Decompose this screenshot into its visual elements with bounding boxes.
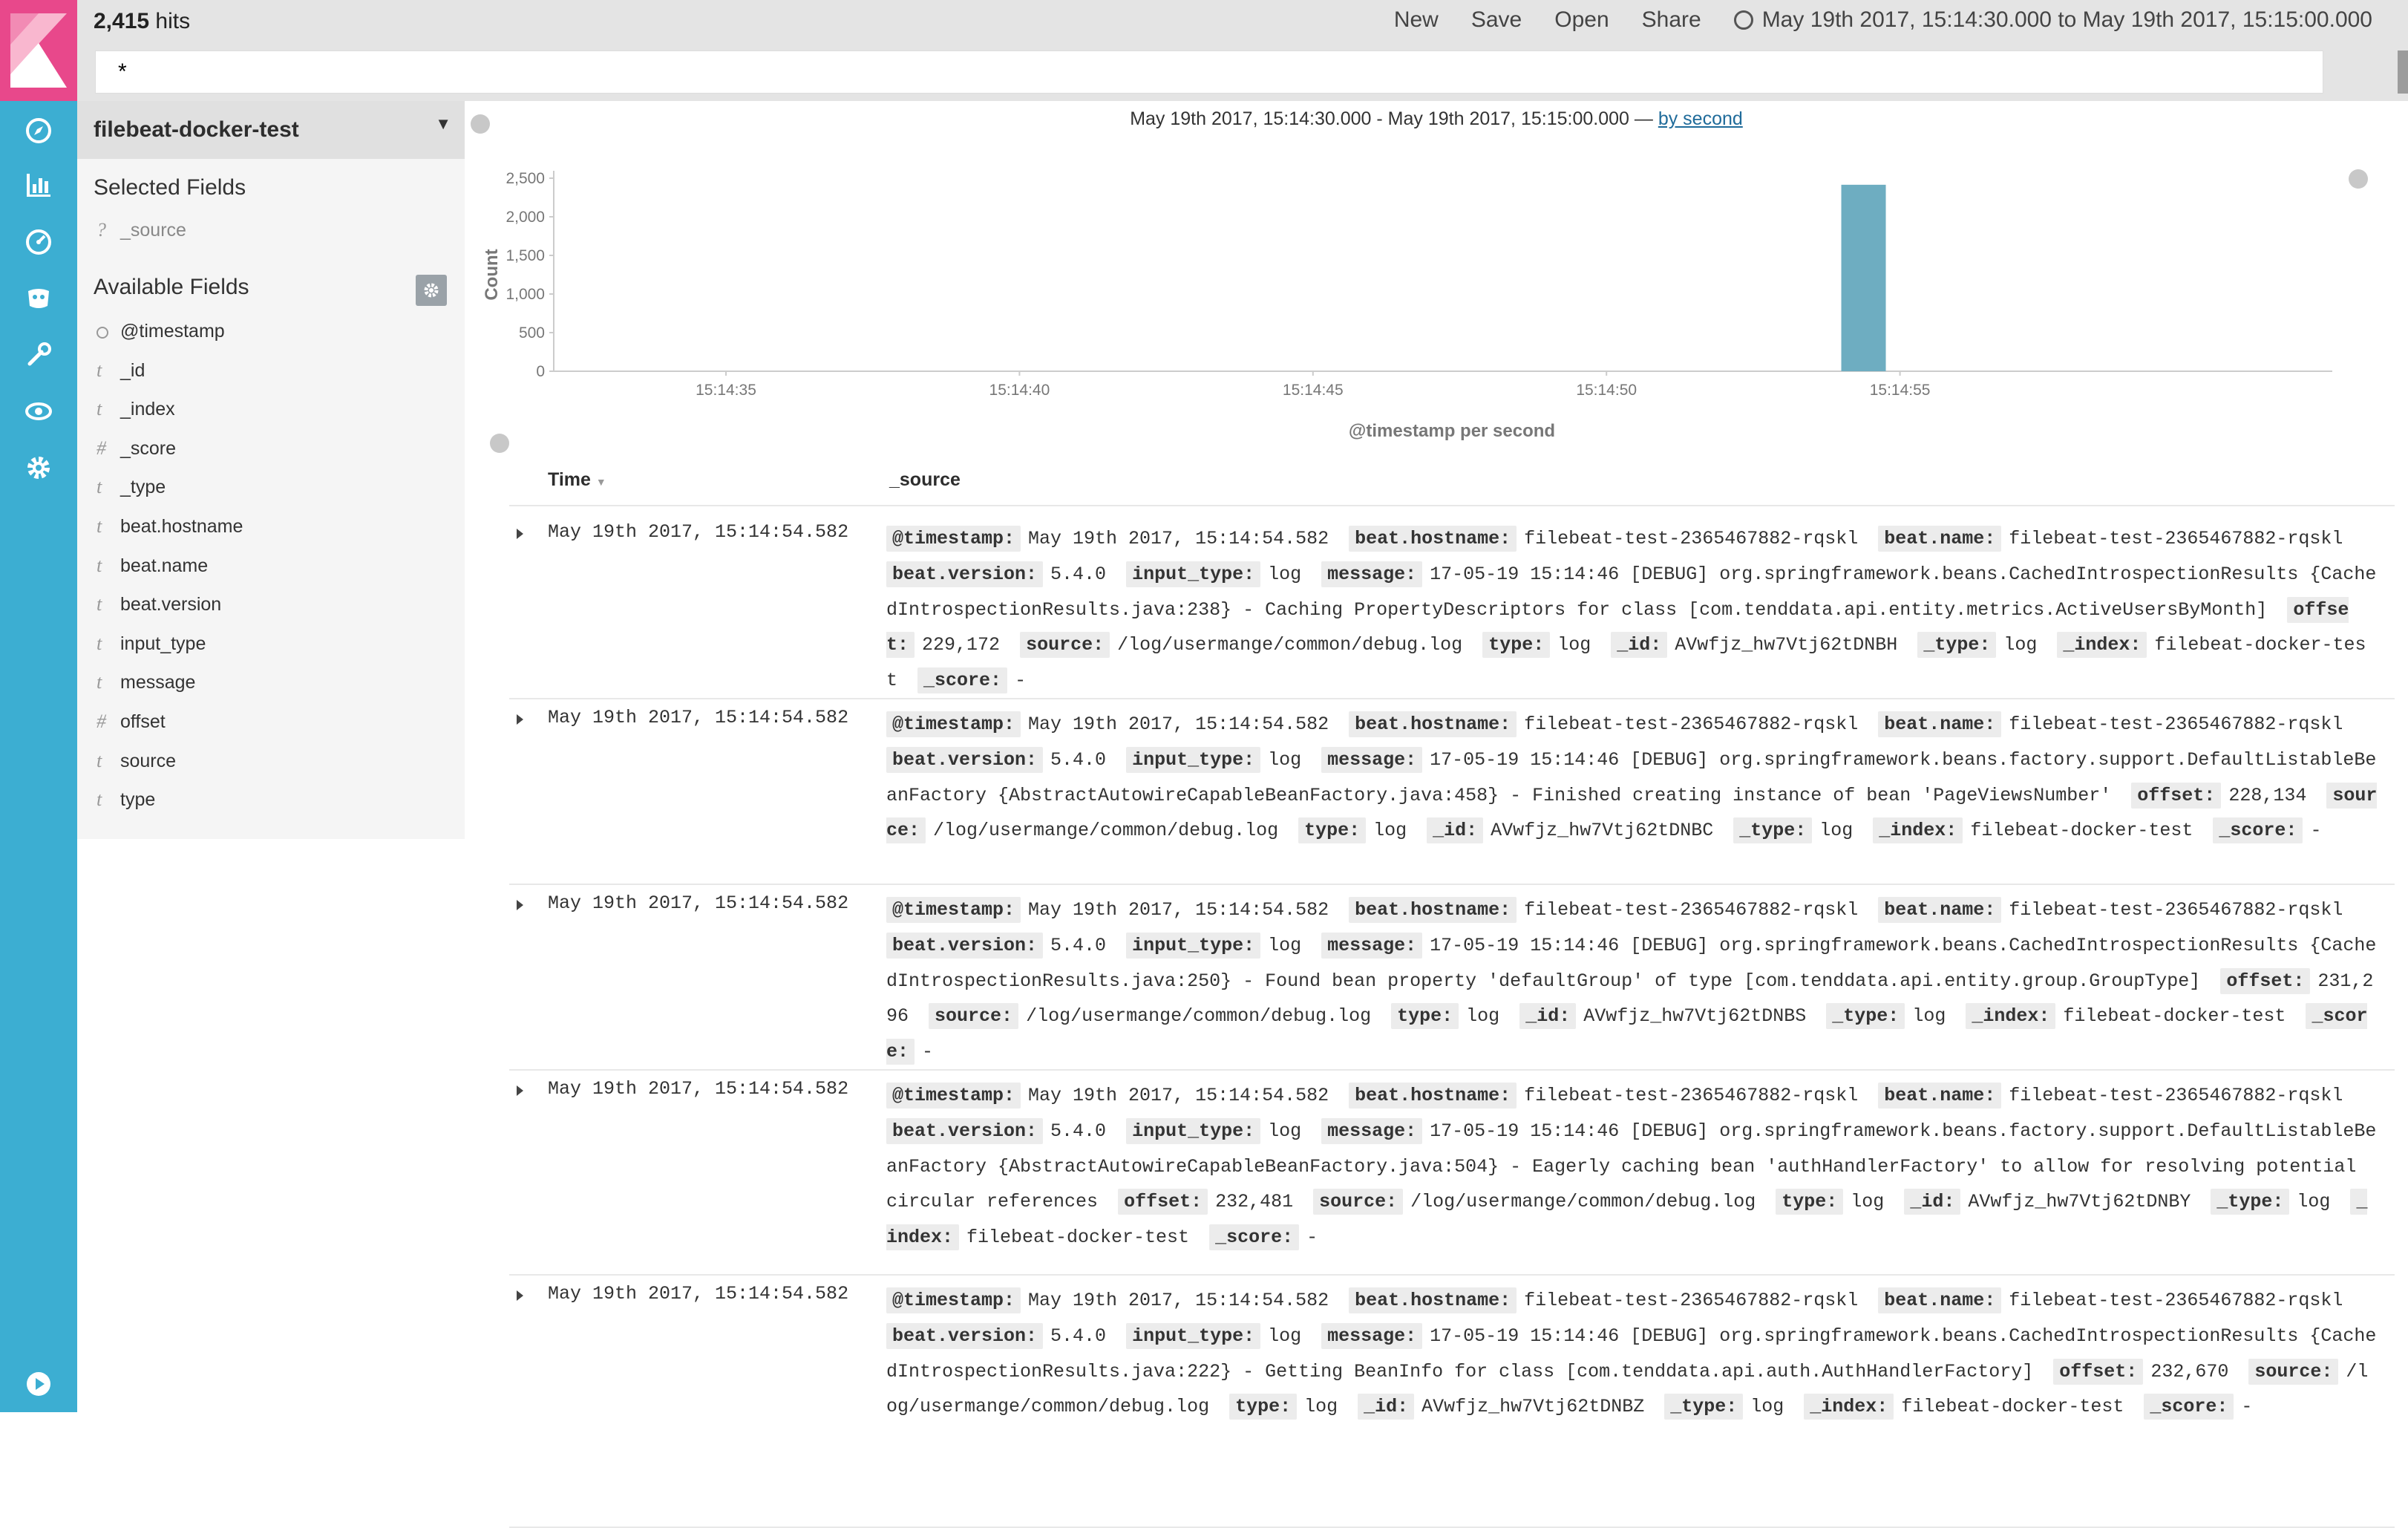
string-type-icon: t [96,398,102,420]
source-field-key: source: [2248,1359,2338,1385]
y-tick-label: 1,500 [506,247,545,264]
source-field-value: 232,481 [1215,1191,1294,1213]
source-field-value: 17-05-19 15:14:46 [DEBUG] org.springframework.beans.CachedIntrospectionResults {CachedIntrospectionResults.java:250} - Found bean property 'defaultGroup' of type [com.tenddata.api.entity.group.GroupType] [886,934,2377,992]
string-type-icon: t [96,515,102,537]
hits-counter [94,9,190,34]
source-field-key: beat.hostname: [1349,711,1517,737]
kibana-logo-icon [0,0,77,101]
x-tick-label: 15:14:45 [1282,382,1344,399]
source-field-value: filebeat-docker-test [966,1227,1190,1249]
field-item-source[interactable] [77,215,186,245]
source-field-value: 17-05-19 15:14:46 [DEBUG] org.springframework.beans.factory.support.DefaultListableBeanFactory {AbstractAutowireCapableBeanFactory.java:504} - Eagerly caching bean 'authHandlerFactory' to allow for resolving potential circular references [886,1120,2377,1213]
table-row[interactable] [509,512,2395,699]
source-field-value: 17-05-19 15:14:46 [DEBUG] org.springframework.beans.factory.support.DefaultListableBeanFactory {AbstractAutowireCapableBeanFactory.java:458} - Finished creating instance of bean 'PageViewsNumber' [886,748,2377,806]
source-field-key: _id: [1358,1394,1414,1420]
y-tick-label: 2,000 [506,209,545,226]
field-name: type [120,789,156,811]
source-field-value: AVwfjz_hw7Vtj62tDNBC [1491,820,1714,842]
source-field-key: beat.name: [1878,1083,2001,1109]
source-field-value: May 19th 2017, 15:14:54.582 [1028,1290,1329,1311]
source-field-key: beat.name: [1878,711,2001,737]
source-field-key: message: [1321,933,1422,959]
string-type-icon: t [96,749,102,771]
row-timestamp: May 19th 2017, 15:14:54.582 [548,1078,849,1100]
source-field-key: @timestamp: [886,526,1021,552]
source-field-key: beat.version: [886,747,1043,773]
index-pattern-name: filebeat-docker-test [94,117,299,142]
source-field-key: beat.name: [1878,1287,2001,1313]
source-field-value: filebeat-test-2365467882-rqskl [2009,1290,2343,1311]
source-field-value: log [1466,1005,1500,1028]
source-field-key: _index: [1966,1003,2055,1029]
source-field-key: beat.hostname: [1349,526,1517,552]
share-button[interactable]: Share [1641,7,1701,32]
table-row[interactable] [509,884,2395,1071]
field-item-timestamp[interactable] [77,316,225,346]
collapse-icon[interactable] [19,1365,58,1403]
management-icon[interactable] [19,448,58,487]
source-field-value: filebeat-test-2365467882-rqskl [1524,714,1859,735]
source-field-key: input_type: [1126,747,1260,773]
table-header [509,469,2395,506]
source-field-key: beat.hostname: [1349,897,1517,923]
side-nav [0,0,77,1412]
sort-down-icon: ▼ [595,476,606,488]
expand-caret-icon[interactable] [517,1290,523,1301]
source-field-key: _score: [1209,1224,1299,1250]
top-actions [1361,7,2372,33]
source-field-value: log [1851,1191,1885,1213]
source-field-value: filebeat-test-2365467882-rqskl [1524,1290,1859,1311]
open-button[interactable]: Open [1554,7,1609,32]
field-item-type[interactable] [77,785,155,814]
source-field-value: May 19th 2017, 15:14:54.582 [1028,528,1329,549]
string-type-icon: t [96,632,102,654]
field-settings-button[interactable] [416,275,447,306]
source-field-key: beat.hostname: [1349,1083,1517,1109]
field-name: @timestamp [120,321,225,342]
source-field-key: beat.name: [1878,526,2001,552]
x-axis-title: @timestamp per second [1348,421,1556,441]
dev-tools-icon[interactable] [19,336,58,374]
x-tick-label: 15:14:50 [1576,382,1637,399]
field-item-source[interactable] [77,746,176,776]
source-field-value: /log/usermange/common/debug.log [933,820,1279,842]
y-tick-label: 1,000 [506,286,545,303]
source-field-key: type: [1776,1189,1843,1215]
source-field-value: 5.4.0 [1050,1325,1107,1347]
row-source [886,707,2378,849]
row-source [886,1283,2378,1425]
scroll-top-button[interactable] [490,434,509,453]
source-field-value: /log/usermange/common/debug.log [1026,1005,1372,1028]
field-name: offset [120,711,166,732]
field-name: _type [120,477,166,498]
source-field-key: input_type: [1126,933,1260,959]
gear-icon [422,281,440,299]
source-field-key: _type: [1664,1394,1743,1420]
time-picker[interactable] [1734,7,2372,33]
source-field-value: filebeat-docker-test [1901,1396,2124,1418]
caret-down-icon: ▼ [435,114,451,133]
unknown-type-icon: ? [96,219,106,241]
source-field-key: @timestamp: [886,1287,1021,1313]
source-field-value: filebeat-test-2365467882-rqskl [2009,899,2343,921]
string-type-icon: t [96,476,102,498]
source-field-value: log [1304,1396,1338,1418]
field-name: source [120,750,177,771]
source-field-value: May 19th 2017, 15:14:54.582 [1028,714,1329,735]
field-item-score[interactable] [77,434,176,463]
available-fields-heading: Available Fields [94,275,249,299]
source-field-key: source: [886,783,2377,844]
discover-icon[interactable] [19,111,58,150]
source-field-key: offset: [2053,1359,2143,1385]
number-type-icon: # [96,711,106,732]
source-field-value: log [1268,1120,1302,1142]
time-column-header[interactable] [548,469,606,491]
source-field-key: @timestamp: [886,1083,1021,1109]
search-bar [95,50,2323,94]
source-field-key: _index: [2057,632,2147,658]
string-type-icon: t [96,359,102,381]
source-field-value: filebeat-docker-test [886,634,2366,692]
date-type-icon [96,316,120,346]
source-field-value: /log/usermange/common/debug.log [886,1360,2369,1418]
source-field-key: type: [1298,817,1366,843]
time-column-label: Time [548,469,591,490]
source-field-key: source: [1313,1189,1403,1215]
table-row[interactable] [509,698,2395,885]
selected-fields-heading: Selected Fields [94,175,246,200]
number-type-icon: # [96,437,106,459]
field-name: _score [120,437,177,459]
source-field-value: filebeat-test-2365467882-rqskl [2009,1085,2343,1106]
source-field-key: _index: [1873,817,1963,843]
search-input[interactable] [96,51,2323,93]
kibana-logo[interactable] [0,0,77,101]
source-field-value: 17-05-19 15:14:46 [DEBUG] org.springframework.beans.CachedIntrospectionResults {CachedIntrospectionResults.java:222} - Getting BeanInfo for class [com.tenddata.api.auth.AuthHandlerFactory] [886,1325,2377,1382]
source-field-key: _id: [1427,817,1483,843]
source-field-key: input_type: [1126,1118,1260,1144]
source-field-value: log [2297,1191,2331,1213]
source-field-key: beat.version: [886,1118,1043,1144]
source-field-value: log [1373,820,1407,842]
source-field-value: log [1912,1005,1946,1028]
index-pattern-selector[interactable] [77,101,465,159]
source-field-value: 229,172 [922,634,1001,656]
source-field-value: log [2003,634,2038,656]
source-field-value: log [1268,1325,1302,1347]
histogram-bar[interactable] [1842,185,1886,371]
y-tick-label: 500 [518,324,545,342]
field-item-id[interactable] [77,356,145,385]
source-field-key: _index: [1804,1394,1894,1420]
source-field-key: _type: [2211,1189,2289,1215]
dashboard-icon[interactable] [19,223,58,261]
source-field-value: AVwfjz_hw7Vtj62tDNBY [1968,1191,2191,1213]
source-field-key: _score: [886,1003,2367,1065]
field-item-beat-name[interactable] [77,551,208,581]
source-field-key: _id: [1519,1003,1576,1029]
source-field-value: filebeat-test-2365467882-rqskl [1524,528,1859,549]
source-field-value: - [2241,1396,2253,1418]
row-timestamp: May 19th 2017, 15:14:54.582 [548,1283,849,1305]
row-timestamp: May 19th 2017, 15:14:54.582 [548,707,849,728]
source-field-value: log [1268,748,1302,771]
expand-caret-icon[interactable] [517,900,523,910]
new-button[interactable]: New [1393,7,1439,32]
source-field-value: AVwfjz_hw7Vtj62tDNBZ [1421,1396,1645,1418]
source-field-key: offset: [2220,968,2310,994]
field-name: _id [120,359,145,381]
field-sidebar [77,101,465,839]
field-name: beat.name [120,555,209,576]
source-field-value: 228,134 [2228,784,2307,806]
field-item-type[interactable] [77,472,166,502]
source-field-value: filebeat-test-2365467882-rqskl [1524,1085,1859,1106]
field-item-offset[interactable] [77,707,166,737]
timelion-icon[interactable] [19,279,58,318]
discover-main [465,101,2408,1418]
source-field-value: 232,670 [2150,1360,2229,1382]
field-name: beat.version [120,594,222,616]
source-field-key: message: [1321,747,1422,773]
search-button[interactable] [2398,50,2408,94]
string-type-icon: t [96,671,102,693]
source-field-key: @timestamp: [886,897,1021,923]
source-column-header: _source [889,469,961,490]
expand-caret-icon[interactable] [517,714,523,725]
source-field-value: log [1750,1396,1784,1418]
x-tick-label: 15:14:35 [696,382,756,399]
row-timestamp: May 19th 2017, 15:14:54.582 [548,892,849,914]
source-field-key: offset: [1118,1189,1208,1215]
source-field-key: source: [1020,632,1110,658]
source-field-value: 5.4.0 [1050,934,1107,956]
source-field-value: /log/usermange/common/debug.log [1410,1191,1756,1213]
row-source [886,1078,2378,1256]
source-field-key: offset: [2131,783,2221,809]
source-field-value: filebeat-test-2365467882-rqskl [1524,899,1859,921]
field-name: input_type [120,633,206,654]
source-field-value: 5.4.0 [1050,748,1107,771]
source-field-key: message: [1321,1118,1422,1144]
field-item-input-type[interactable] [77,629,206,659]
row-source [886,892,2378,1070]
source-field-value: - [1306,1227,1318,1249]
interval-link[interactable]: by second [1658,108,1743,129]
source-field-key: _score: [917,667,1007,693]
source-field-key: source: [929,1003,1018,1029]
expand-caret-icon[interactable] [517,529,523,539]
field-name: _index [120,399,175,420]
source-field-value: log [1268,563,1302,585]
string-type-icon: t [96,789,102,811]
source-field-value: AVwfjz_hw7Vtj62tDNBH [1675,634,1898,656]
source-field-value: log [1819,820,1854,842]
source-field-key: beat.version: [886,933,1043,959]
source-field-key: message: [1321,1323,1422,1349]
x-tick-label: 15:14:55 [1869,382,1931,399]
y-tick-label: 0 [536,363,545,380]
field-item-beat-hostname[interactable] [77,512,243,541]
source-field-value: 17-05-19 15:14:46 [DEBUG] org.springframework.beans.CachedIntrospectionResults {CachedIntrospectionResults.java:238} - Caching PropertyDescriptors for class [com.tenddata.api.entity.metrics.ActiveUsersByMonth] [886,563,2377,621]
time-range-text: May 19th 2017, 15:14:30.000 to May 19th 2017, 15:15:00.000 [1761,7,2372,32]
hits-count: 2,415 [94,9,150,33]
source-field-key: beat.hostname: [1349,1287,1517,1313]
field-item-index[interactable] [77,394,175,424]
source-field-value: log [1557,634,1591,656]
source-field-key: _id: [1611,632,1667,658]
source-field-key: _type: [1917,632,1996,658]
source-field-value: 5.4.0 [1050,1120,1107,1142]
source-field-key: type: [1391,1003,1459,1029]
source-field-value: filebeat-docker-test [2063,1005,2286,1028]
source-field-value: filebeat-test-2365467882-rqskl [2009,714,2343,735]
source-field-key: _id: [1904,1189,1960,1215]
source-field-key: beat.version: [886,561,1043,587]
save-button[interactable]: Save [1470,7,1522,32]
field-item-beat-version[interactable] [77,590,221,619]
y-axis-title: Count [482,249,502,301]
source-field-value: - [2310,820,2322,842]
string-type-icon: t [96,593,102,616]
source-field-value: 231,296 [886,970,2374,1028]
monitoring-icon[interactable] [19,392,58,431]
source-field-key: _type: [1733,817,1812,843]
source-field-value: /log/usermange/common/debug.log [1117,634,1463,656]
source-field-key: @timestamp: [886,711,1021,737]
source-field-key: _score: [2213,817,2303,843]
row-timestamp: May 19th 2017, 15:14:54.582 [548,521,849,543]
field-name: message [120,672,196,693]
string-type-icon: t [96,554,102,576]
source-field-key: input_type: [1126,1323,1260,1349]
source-field-value: - [922,1041,934,1063]
source-field-key: _index: [886,1189,2367,1250]
source-field-value: log [1268,934,1302,956]
field-name: beat.hostname [120,516,243,537]
source-field-value: filebeat-docker-test [1970,820,2193,842]
source-field-key: offset: [886,597,2349,659]
table-row[interactable] [509,1274,2395,1528]
field-name: _source [120,220,186,241]
source-field-value: filebeat-test-2365467882-rqskl [2009,528,2343,549]
top-bar [77,0,2408,101]
field-item-message[interactable] [77,667,195,697]
source-field-value: - [1015,670,1027,692]
source-field-key: message: [1321,561,1422,587]
source-field-key: input_type: [1126,561,1260,587]
table-row[interactable] [509,1069,2395,1276]
source-field-value: May 19th 2017, 15:14:54.582 [1028,1085,1329,1106]
source-field-value: May 19th 2017, 15:14:54.582 [1028,899,1329,921]
expand-caret-icon[interactable] [517,1085,523,1096]
visualize-icon[interactable] [19,165,58,203]
histogram-chart [465,101,2408,450]
source-field-key: _type: [1826,1003,1905,1029]
source-field-value: 5.4.0 [1050,563,1107,585]
source-field-value: AVwfjz_hw7Vtj62tDNBS [1583,1005,1807,1028]
row-source [886,521,2378,699]
source-field-key: _score: [2144,1394,2234,1420]
x-tick-label: 15:14:40 [989,382,1050,399]
source-field-key: beat.version: [886,1323,1043,1349]
histogram-range: May 19th 2017, 15:14:30.000 - May 19th 2017, 15:15:00.000 — [1130,108,1653,129]
hits-label: hits [155,9,191,33]
y-tick-label: 2,500 [506,170,545,187]
source-field-key: type: [1229,1394,1297,1420]
clock-icon [1734,10,1753,30]
source-field-key: beat.name: [1878,897,2001,923]
source-field-key: type: [1482,632,1550,658]
